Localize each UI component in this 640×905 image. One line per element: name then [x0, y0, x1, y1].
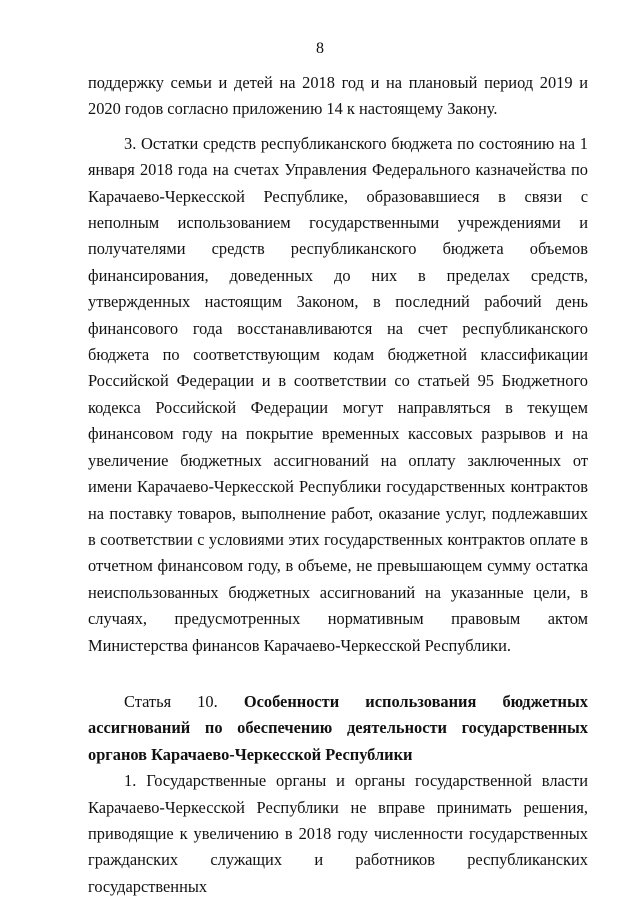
paragraph-continuation: поддержку семьи и детей на 2018 год и на плановый период 2019 и 2020 годов согласно приложению 14 к настоящему Закону. — [88, 73, 588, 119]
page-number: 8 — [316, 40, 324, 57]
article-10-heading — [88, 689, 588, 768]
paragraph-item-3: 3. Остатки средств республиканского бюджета по состоянию на 1 января 2018 года на счетах Управления Федерального казначейства по Карачаево-Черкесской Республике, образовавшиеся в связи с неполным использованием государственными учреждениями и получателями средств республиканского бюджета объемов финансирования, доведенных до них в пределах средств, утвержденных настоящим Законом, в последний рабочий день финансового года восстанавливаются на счет республиканского бюджета по соответствующим кодам бюджетной классификации Российской Федерации и в соответствии со статьей 95 Бюджетного кодекса Российской Федерации могут направляться в текущем финансовом году на покрытие временных кассовых разрывов и на увеличение бюджетных ассигнований на оплату заключенных от имени Карачаево-Черкесской Республики государственных контрактов на поставку товаров, выполнение работ, оказание услуг, подлежавших в соответствии с условиями этих государственных контрактов оплате в отчетном финансовом году, в объеме, не превышающем сумму остатка неиспользованных бюджетных ассигнований на указанные цели, в случаях, предусмотренных нормативным правовым актом Министерства финансов Карачаево-Черкесской Республики. — [88, 133, 588, 655]
article-10-prefix: Статья 10. — [124, 691, 244, 711]
document-body — [88, 70, 588, 900]
article-10-title: Особенности использования бюджетных ассигнований по обеспечению деятельности государственных органов Карачаево-Черкесской Республики — [88, 691, 588, 764]
article-10-item-1: 1. Государственные органы и органы государственной власти Карачаево-Черкесской Республики не вправе принимать решения, приводящие к увеличению в 2018 году численности государственных гражданских служащих и работников республиканских государственных — [88, 771, 588, 896]
